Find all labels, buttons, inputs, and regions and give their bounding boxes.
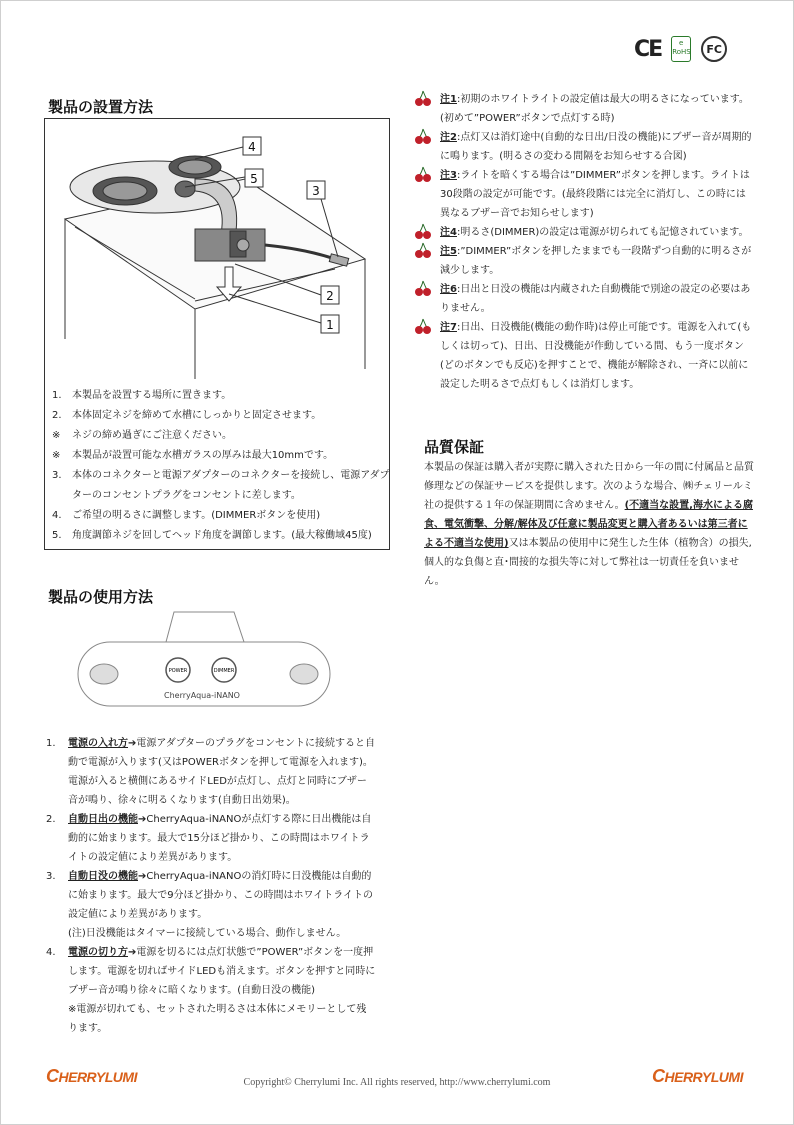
note-item: 注3:ライトを暗くする場合は”DIMMER”ボタンを押します。ライトは30段階の設定が可能です。(最終段階には完全に消灯し、この時には異なるブザー音でお知らせします)	[414, 166, 754, 223]
ce-mark-icon: CE	[634, 36, 662, 62]
note-item: 注7:日出、日没機能(機能の動作時)は停止可能です。電源を入れて(もしくは切って)、日出、日没機能が作動している間、もう一度ボタン(どのボタンでも反応)を押すことで、機能が解除され、一斉に以前に設定した明るさで点灯もしくは消灯します。	[414, 318, 754, 394]
install-step: 4. ご希望の明るさに調整します。(DIMMERボタンを使用)	[52, 510, 321, 521]
cherry-icon	[414, 90, 440, 109]
copyright: Copyright© Cherrylumi Inc. All rights reserved, http://www.cherrylumi.com	[243, 1077, 551, 1088]
installation-diagram	[45, 119, 389, 379]
install-step: ※ 本製品が設置可能な水槽ガラスの厚みは最大10mmです。	[52, 450, 334, 461]
note-item: 注6:日出と日没の機能は内蔵された自動機能で別途の設定の必要はありません。	[414, 280, 754, 318]
rohs-mark-icon: e RoHS	[671, 36, 691, 62]
callout-3: 3	[312, 184, 320, 198]
usage-note: ※電源が切れても、セットされた明るさは本体にメモリーとして残ります。	[68, 1004, 367, 1034]
install-step: 3. 本体のコネクターと電源アダプターのコネクターを接続し、電源アダプターのコンセントプラグをコンセントに差します。	[52, 470, 390, 501]
dimmer-label: DIMMER	[213, 668, 235, 674]
cherry-icon	[414, 318, 440, 337]
usage-title: 製品の使用方法	[48, 588, 154, 606]
install-step: 2. 本体固定ネジを締めて水槽にしっかりと固定させます。	[52, 410, 322, 421]
notes-list	[414, 90, 754, 394]
usage-item: 1. 電源の入れ方➔電源アダプターのプラグをコンセントに接続すると自動で電源が入ります(又はPOWERボタンを押して電源を入れます)。電源が入ると横側にあるサイドLEDが点灯し、点灯と同時にブザー音が鳴り、徐々に明るくなります(自動日出効果)。	[46, 738, 375, 806]
callout-1: 1	[326, 318, 334, 332]
quality-title: 品質保証	[424, 438, 485, 456]
cherry-icon	[414, 242, 440, 261]
certification-marks	[634, 36, 727, 62]
cherry-icon	[414, 223, 440, 242]
note-item: 注2:点灯又は消灯途中(自動的な日出/日没の機能)にブザー音が周期的に鳴ります。(明るさの変わる間隔をお知らせする合図)	[414, 128, 754, 166]
fc-mark-icon: FC	[701, 36, 727, 62]
callout-2: 2	[326, 289, 334, 303]
callout-5: 5	[250, 172, 258, 186]
install-step: ※ ネジの締め過ぎにご注意ください。	[52, 430, 232, 441]
device-top-view	[74, 604, 334, 714]
cherry-icon	[414, 166, 440, 185]
install-title: 製品の設置方法	[48, 98, 154, 116]
install-steps	[52, 386, 390, 546]
install-step: 5. 角度調節ネジを回してヘッド角度を調節します。(最大稼働域45度)	[52, 530, 372, 541]
usage-list	[46, 734, 376, 1038]
cherry-icon	[414, 128, 440, 147]
quality-text: 本製品の保証は購入者が実際に購入された日から一年の間に付属品と品質修理などの保証サービスを提供します。次のような場合、㈱チェリールミ社の提供する１年の保証期間に含めません。(不適当な設置,海水による腐食、電気衝撃、分解/解体及び任意に製品変更と購入者あるいは第三者による不適当な使用)又は本製品の使用中に発生した生体（植物含）の損失,個人的な負傷と直･間接的な損失等に対して弊社は一切責任を負いません。	[424, 462, 754, 587]
cherrylumi-logo-right: CHERRYLUMI	[652, 1066, 743, 1086]
usage-note: (注)日没機能はタイマーに接続している場合、動作しません。	[68, 928, 347, 939]
power-label: POWER	[168, 668, 188, 674]
cherry-icon	[414, 280, 440, 299]
usage-item: 2. 自動日出の機能➔CherryAqua-iNANOが点灯する際に日出機能は自動的に始まります。最大で15分ほど掛かり、この時間はホワイトライトの設定値により差異があります。	[46, 814, 372, 863]
callout-4: 4	[248, 140, 256, 154]
note-item: 注4:明るさ(DIMMER)の設定は電源が切られても記憶されています。	[414, 223, 754, 242]
usage-item: 3. 自動日没の機能➔CherryAqua-iNANOの消灯時に日没機能は自動的に始まります。最大で9分ほど掛かり、この時間はホワイトライトの設定値により差異があります。	[46, 871, 373, 920]
usage-item: 4. 電源の切り方➔電源を切るには点灯状態で”POWER”ボタンを一度押します。電源を切ればサイドLEDも消えます。ボタンを押すと同時にブザー音が鳴り徐々に暗くなります。(自動日没の機能)	[46, 947, 376, 996]
device-label: CherryAqua-iNANO	[164, 691, 240, 700]
cherrylumi-logo-left: CHERRYLUMI	[46, 1066, 137, 1086]
note-item: 注5:”DIMMER”ボタンを押したままでも一段階ずつ自動的に明るさが減少します。	[414, 242, 754, 280]
note-item: 注1:初期のホワイトライトの設定値は最大の明るさになっています。(初めて”POWER”ボタンで点灯する時)	[414, 90, 754, 128]
install-step: 1. 本製品を設置する場所に置きます。	[52, 390, 232, 401]
